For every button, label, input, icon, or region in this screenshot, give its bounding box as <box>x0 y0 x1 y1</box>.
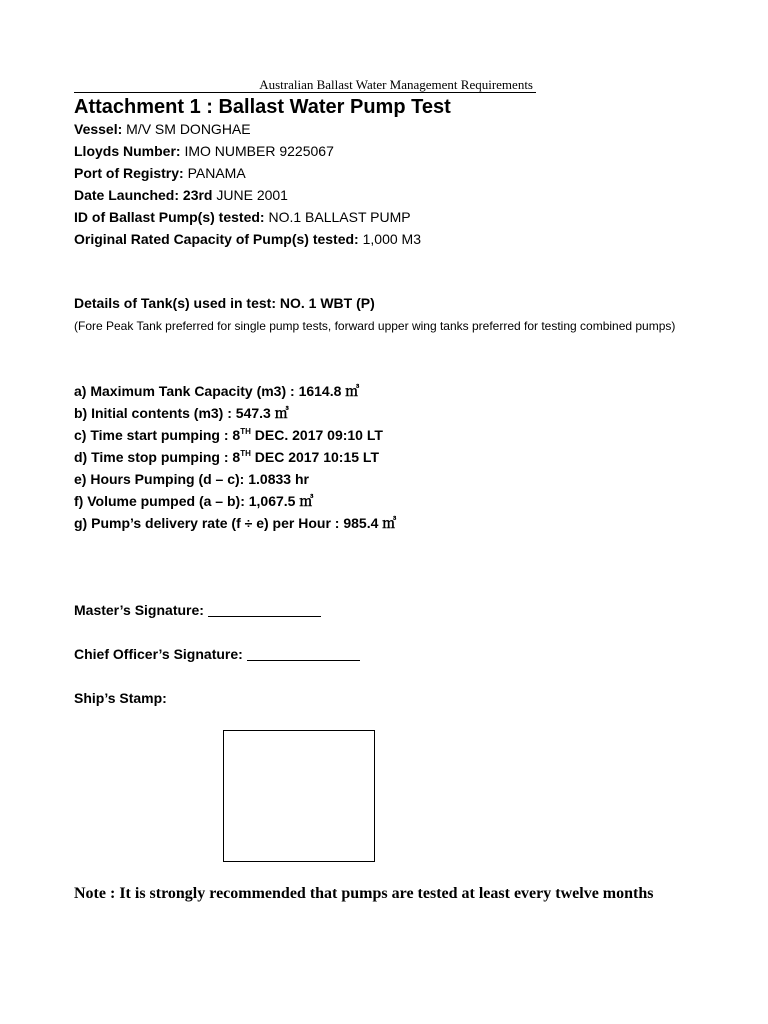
master-signature-line[interactable] <box>208 602 321 617</box>
master-signature-row <box>74 600 321 620</box>
tank-preference-note: (Fore Peak Tank preferred for single pump tests, forward upper wing tanks preferred for testing combined pumps) <box>74 319 676 333</box>
measurement-max-capacity: a) Maximum Tank Capacity (m3) : 1614.8 ㎥ <box>74 383 360 399</box>
field-port-of-registry <box>74 162 246 184</box>
chief-officer-signature-line[interactable] <box>247 646 360 661</box>
field-label: Date Launched: 23rd <box>74 187 213 203</box>
field-lloyds-number <box>74 140 334 162</box>
ships-stamp-box <box>223 730 375 862</box>
measurement-time-stop <box>74 446 379 468</box>
field-label: ID of Ballast Pump(s) tested: <box>74 209 265 225</box>
field-date-launched <box>74 184 288 206</box>
measurement-delivery-rate: g) Pump’s delivery rate (f ÷ e) per Hour : 985.4 ㎥ <box>74 515 397 531</box>
field-label: Port of Registry: <box>74 165 184 181</box>
time-start-prefix: c) Time start pumping : 8 <box>74 427 241 443</box>
tank-details-title: Details of Tank(s) used in test: NO. 1 WBT (P) <box>74 295 375 311</box>
field-label: Vessel: <box>74 121 123 137</box>
field-label: Lloyds Number: <box>74 143 181 159</box>
recommendation-note: Note : It is strongly recommended that pumps are tested at least every twelve months <box>74 885 654 902</box>
chief-officer-signature-label: Chief Officer’s Signature: <box>74 646 243 662</box>
ordinal-suffix: TH <box>240 427 251 436</box>
field-value: PANAMA <box>183 165 246 181</box>
measurement-time-start <box>74 424 383 446</box>
field-label: Original Rated Capacity of Pump(s) tested: <box>74 231 359 247</box>
ordinal-suffix: TH <box>240 449 251 458</box>
header-text: Australian Ballast Water Management Requirements <box>259 77 533 92</box>
field-value: M/V SM DONGHAE <box>122 121 251 137</box>
field-rated-capacity <box>74 228 421 250</box>
document-page <box>74 0 694 1024</box>
measurement-hours-pumping: e) Hours Pumping (d – c): 1.0833 hr <box>74 471 309 487</box>
field-value: JUNE 2001 <box>212 187 288 203</box>
ships-stamp-label: Ship’s Stamp: <box>74 690 167 706</box>
field-value: 1,000 M3 <box>358 231 421 247</box>
time-stop-suffix: DEC 2017 10:15 LT <box>250 449 379 465</box>
time-stop-prefix: d) Time stop pumping : 8 <box>74 449 241 465</box>
time-start-suffix: DEC. 2017 09:10 LT <box>250 427 383 443</box>
document-title: Attachment 1 : Ballast Water Pump Test <box>74 96 451 118</box>
page-header <box>74 77 536 93</box>
field-value: IMO NUMBER 9225067 <box>180 143 334 159</box>
field-vessel <box>74 118 251 140</box>
chief-officer-signature-row <box>74 644 360 664</box>
field-value: NO.1 BALLAST PUMP <box>264 209 411 225</box>
field-pump-id <box>74 206 411 228</box>
master-signature-label: Master’s Signature: <box>74 602 204 618</box>
ships-stamp-row <box>74 688 167 708</box>
measurement-volume-pumped: f) Volume pumped (a – b): 1,067.5 ㎥ <box>74 493 314 509</box>
measurement-initial-contents: b) Initial contents (m3) : 547.3 ㎥ <box>74 405 289 421</box>
